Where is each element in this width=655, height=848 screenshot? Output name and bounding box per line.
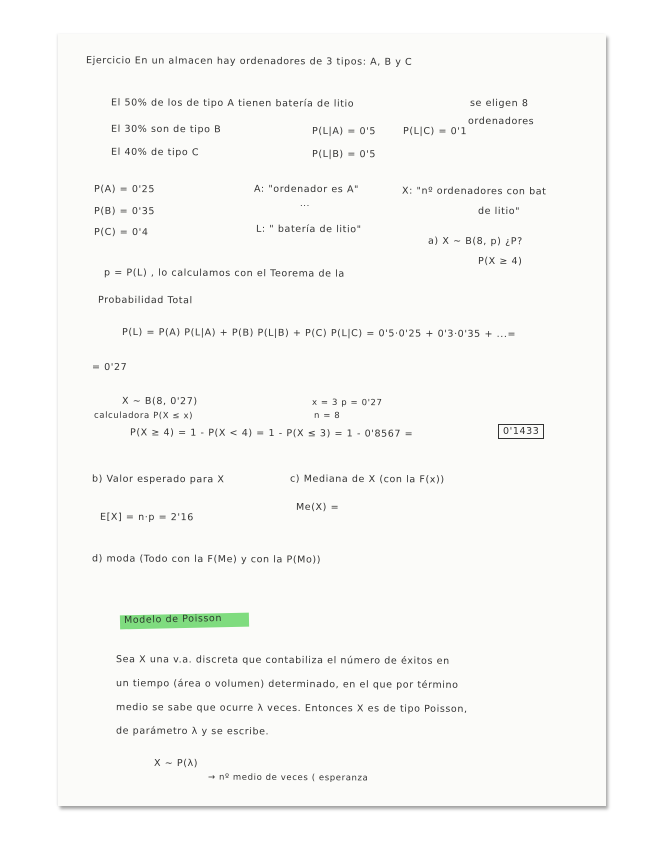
- event-l-definition: L: " batería de litio": [255, 223, 362, 236]
- poisson-section-title: Modelo de Poisson: [123, 612, 223, 627]
- calculator-n: n = 8: [313, 410, 341, 422]
- p-result: = 0'27: [91, 361, 128, 374]
- poisson-definition-2: un tiempo (área o volumen) determinado, en el que por término: [115, 678, 459, 691]
- total-probability: Probabilidad Total: [97, 294, 193, 307]
- p-calculation-intro: p = P(L) , lo calculamos con el Teorema de la: [103, 267, 345, 280]
- part-a-question: P(X ≥ 4): [477, 255, 523, 268]
- calculator-params: x = 3 p = 0'27: [311, 397, 383, 409]
- variable-x-definition: X: "nº ordenadores con bat: [401, 185, 547, 198]
- variable-x-definition-2: de litio": [477, 205, 521, 218]
- poisson-definition-1: Sea X una v.a. discreta que contabiliza el número de éxitos en: [115, 654, 450, 667]
- calculator-note: calculadora P(X ≤ x): [93, 410, 194, 422]
- poisson-definition-3: medio se sabe que ocurre λ veces. Entonces X es de tipo Poisson,: [115, 702, 468, 715]
- lambda-meaning: → nº medio de veces ( esperanza: [207, 772, 369, 784]
- poisson-definition-4: de parámetro λ y se escribe.: [115, 725, 270, 738]
- part-a-answer-box: 0'1433: [498, 424, 544, 439]
- exercise-statement: Ejercicio En un almacen hay ordenadores de 3 tipos: A, B y C: [85, 55, 413, 68]
- part-b-heading: b) Valor esperado para X: [91, 473, 225, 486]
- condition-c: El 40% de tipo C: [110, 146, 200, 159]
- expected-value: E[X] = n·p = 2'16: [99, 511, 194, 524]
- part-a-computation: P(X ≥ 4) = 1 - P(X < 4) = 1 - P(X ≤ 3) = 1 - 0'8567 =: [129, 427, 414, 440]
- total-probability-formula: P(L) = P(A) P(L|A) + P(B) P(L|B) + P(C) P(L|C) = 0'5·0'25 + 0'3·0'35 + ...=: [121, 326, 517, 341]
- continuation-dots: ...: [299, 198, 310, 210]
- binomial-definition: X ~ B(8, 0'27): [121, 395, 198, 408]
- prob-l-given-a: P(L|A) = 0'5: [311, 125, 377, 138]
- prob-c: P(C) = 0'4: [93, 226, 149, 239]
- median-expression: Me(X) =: [295, 501, 340, 514]
- prob-a: P(A) = 0'25: [93, 183, 156, 196]
- prob-l-given-b: P(L|B) = 0'5: [311, 148, 377, 161]
- prob-b: P(B) = 0'35: [93, 205, 156, 218]
- part-c-heading: c) Mediana de X (con la F(x)): [289, 473, 445, 486]
- sample-note-2: ordenadores: [467, 115, 535, 128]
- notebook-page: [58, 34, 606, 806]
- prob-l-given-c: P(L|C) = 0'1: [402, 125, 468, 138]
- condition-a: El 50% de los de tipo A tienen batería de litio: [110, 97, 355, 110]
- part-d-heading: d) moda (Todo con la F(Me) y con la P(Mo)): [91, 553, 322, 566]
- poisson-notation: X ~ P(λ): [153, 757, 199, 770]
- event-a-definition: A: "ordenador es A": [253, 183, 360, 196]
- part-a-binomial: a) X ~ B(8, p) ¿P?: [427, 235, 523, 248]
- sample-note: se eligen 8: [469, 97, 529, 110]
- condition-b: El 30% son de tipo B: [110, 123, 222, 136]
